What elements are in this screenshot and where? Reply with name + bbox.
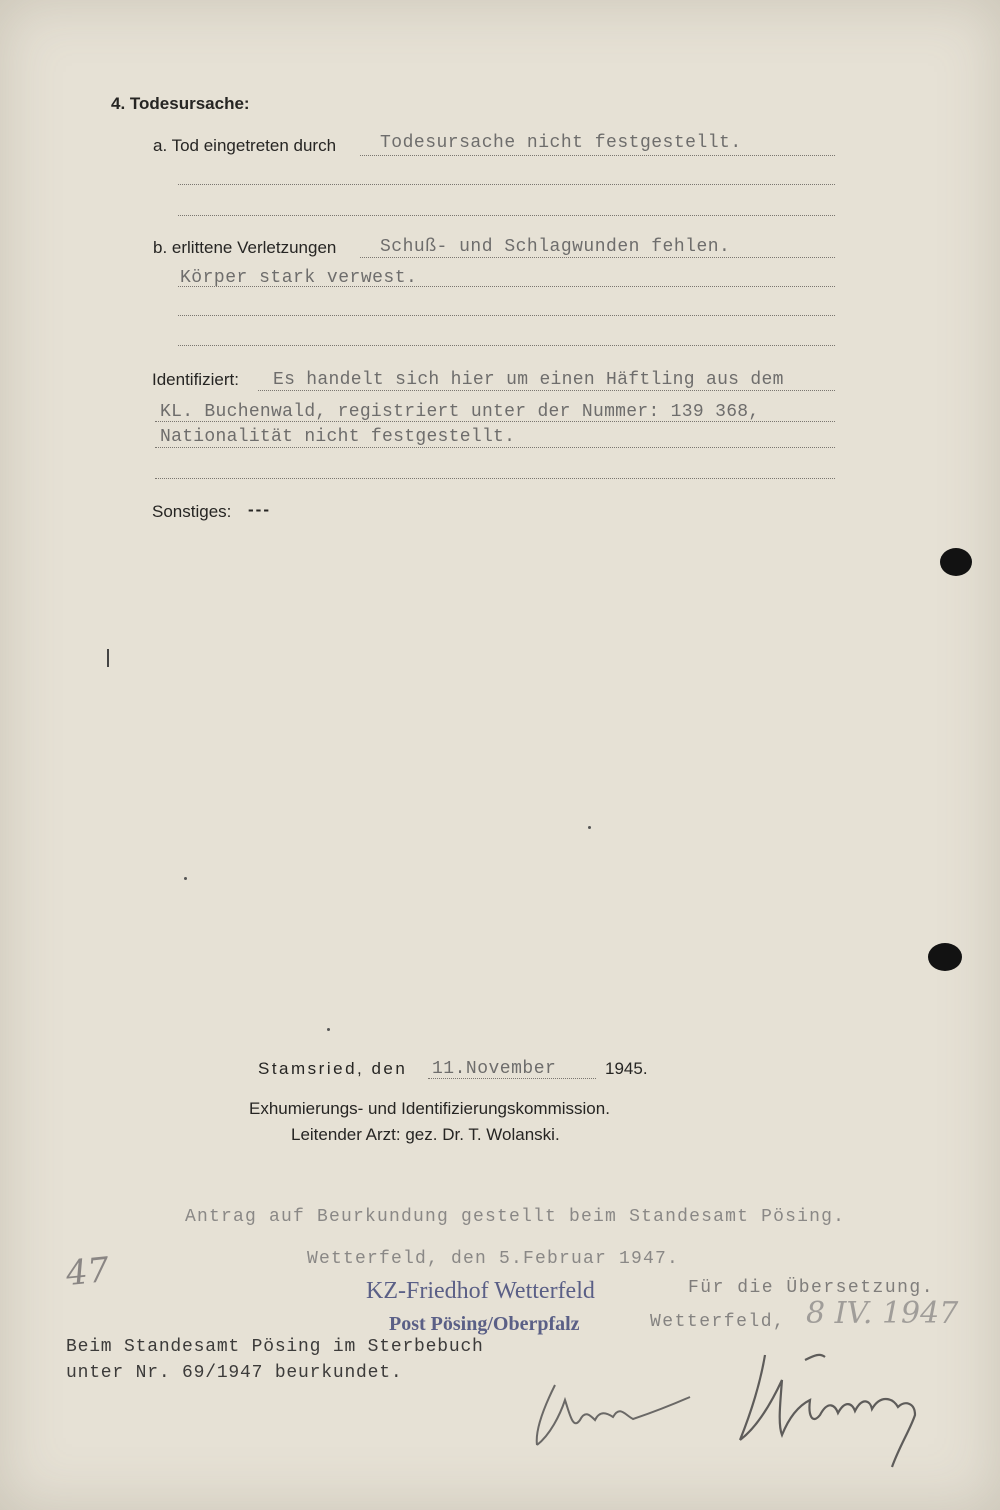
identified-line-3: Nationalität nicht festgestellt.	[160, 427, 516, 447]
dotted-line	[428, 1078, 596, 1079]
section-heading: 4. Todesursache:	[111, 94, 250, 113]
punch-hole	[940, 548, 972, 576]
application-date: Wetterfeld, den 5.Februar 1947.	[307, 1249, 680, 1269]
dotted-line	[155, 447, 835, 448]
translation-place: Wetterfeld,	[650, 1312, 786, 1332]
cause-value: Todesursache nicht festgestellt.	[380, 133, 742, 153]
signature-registrar	[525, 1375, 705, 1455]
year: 1945.	[605, 1059, 648, 1078]
date-typed: 11.November	[432, 1059, 557, 1079]
dotted-line	[178, 315, 835, 316]
registry-line-1: Beim Standesamt Pösing im Sterbebuch	[66, 1337, 484, 1357]
punch-hole	[928, 943, 962, 971]
paper-mark	[107, 649, 109, 667]
identified-line-2: KL. Buchenwald, registriert unter der Nummer: 139 368,	[160, 402, 760, 422]
stamp-line-2: Post Pösing/Oberpfalz	[389, 1313, 580, 1335]
dotted-line	[178, 184, 835, 185]
application-line: Antrag auf Beurkundung gestellt beim Standesamt Pösing.	[185, 1207, 846, 1227]
dotted-line	[360, 257, 835, 258]
injuries-value-2: Körper stark verwest.	[180, 268, 418, 288]
paper-speck	[327, 1028, 330, 1031]
commission-name: Exhumierungs- und Identifizierungskommission.	[249, 1099, 610, 1118]
dotted-line	[155, 421, 835, 422]
misc-label: Sonstiges:	[152, 502, 232, 521]
dotted-line	[360, 155, 835, 156]
dotted-line	[178, 215, 835, 216]
injuries-value: Schuß- und Schlagwunden fehlen.	[380, 237, 731, 257]
injuries-label: b. erlittene Verletzungen	[153, 238, 337, 257]
signature-translator	[720, 1345, 930, 1475]
place-date-prefix: Stamsried, den	[258, 1059, 408, 1078]
translation-date: 8 IV. 1947	[806, 1296, 959, 1331]
identified-line-1: Es handelt sich hier um einen Häftling aus dem	[273, 370, 784, 390]
dotted-line	[178, 345, 835, 346]
cause-label: a. Tod eingetreten durch	[153, 136, 337, 155]
registry-line-2: unter Nr. 69/1947 beurkundet.	[66, 1363, 403, 1383]
stamp-line-1: KZ-Friedhof Wetterfeld	[366, 1278, 595, 1304]
translation-line-1: Für die Übersetzung.	[688, 1278, 935, 1298]
dotted-line	[178, 286, 835, 287]
paper-speck	[184, 877, 187, 880]
misc-value: ---	[248, 500, 271, 519]
margin-note: 47	[64, 1249, 112, 1295]
dotted-line	[258, 390, 835, 391]
paper-speck	[588, 826, 591, 829]
dotted-line	[155, 478, 835, 479]
identified-label: Identifiziert:	[152, 370, 239, 389]
doctor-name: Leitender Arzt: gez. Dr. T. Wolanski.	[291, 1125, 560, 1144]
